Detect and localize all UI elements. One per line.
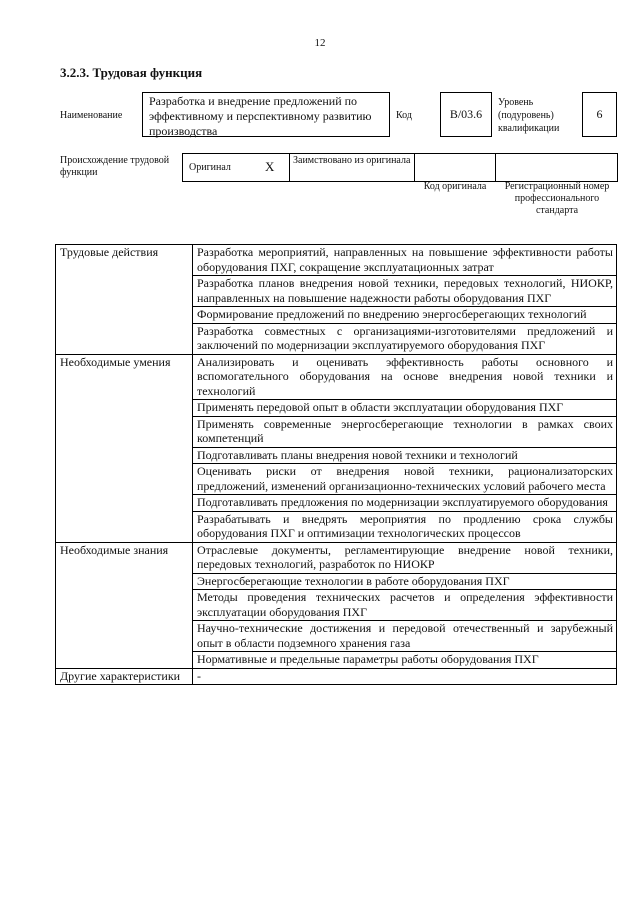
- category-cell: Необходимые умения: [56, 354, 193, 542]
- item-cell: Научно-технические достижения и передовой отечественный и зарубежный опыт в области подземного хранения газа: [193, 621, 617, 652]
- table-row: [56, 354, 617, 400]
- item-cell: Отраслевые документы, регламентирующие внедрение новой техники, передовых технологий, разработок по НИОКР: [193, 542, 617, 573]
- origin-grid: [182, 153, 618, 182]
- original-code-label: Код оригинала: [423, 181, 487, 192]
- item-cell: Разработка совместных с организациями-изготовителями предложений и заключений по модернизации эксплуатируемого оборудования ПХГ: [193, 323, 617, 354]
- category-cell: Другие характеристики: [56, 668, 193, 685]
- page-number: 12: [314, 37, 326, 49]
- function-details-table: [55, 244, 617, 685]
- item-cell: Энергосберегающие технологии в работе оборудования ПХГ: [193, 573, 617, 590]
- section-title: 3.2.3. Трудовая функция: [60, 65, 203, 80]
- borrowed-cell: [289, 154, 415, 181]
- item-cell: Подготавливать планы внедрения новой техники и технологий: [193, 447, 617, 464]
- code-label: Код: [396, 110, 412, 121]
- item-cell: Применять передовой опыт в области эксплуатации оборудования ПХГ: [193, 400, 617, 417]
- item-cell: -: [193, 668, 617, 685]
- function-name: Разработка и внедрение предложений по эффективному и перспективному развитию производства: [142, 92, 390, 137]
- item-cell: Разработка планов внедрения новой техники, передовых технологий, НИОКР, направленных на повышение надежности работы оборудования ПХГ: [193, 276, 617, 307]
- item-cell: Анализировать и оценивать эффективность работы основного и вспомогательного оборудования на основе внедрения новой техники и технологий: [193, 354, 617, 400]
- table-row: [56, 668, 617, 685]
- original-mark: Х: [265, 159, 275, 174]
- item-cell: Применять современные энергосберегающие технологии в рамках своих компетенций: [193, 416, 617, 447]
- table-row: [56, 245, 617, 276]
- reg-number-label: Регистрационный номер профессионального стандарта: [504, 181, 610, 216]
- category-cell: Необходимые знания: [56, 542, 193, 668]
- qualification-level: 6: [582, 92, 617, 137]
- item-cell: Оценивать риски от внедрения новой техники, рационализаторских предложений, изменений организационно-технических условий рабочего места: [193, 464, 617, 495]
- item-cell: Нормативные и предельные параметры работы оборудования ПХГ: [193, 652, 617, 669]
- item-cell: Методы проведения технических расчетов и определения эффективности эксплуатации оборудования ПХГ: [193, 590, 617, 621]
- name-label: Наименование: [60, 110, 123, 121]
- item-cell: Подготавливать предложения по модернизации эксплуатируемого оборудования: [193, 495, 617, 512]
- category-cell: Трудовые действия: [56, 245, 193, 355]
- original-code-cell: [413, 154, 496, 181]
- original-label: Оригинал: [189, 162, 231, 173]
- level-label: Уровень (подуровень) квалификации: [498, 97, 560, 134]
- item-cell: Формирование предложений по внедрению энергосберегающих технологий: [193, 307, 617, 324]
- item-cell: Разрабатывать и внедрять мероприятия по продлению срока службы оборудования ПХГ и оптимизации технологических процессов: [193, 511, 617, 542]
- origin-label: Происхождение трудовой функции: [60, 155, 170, 178]
- function-code: В/03.6: [440, 92, 492, 137]
- table-row: [56, 542, 617, 573]
- borrowed-label: Заимствовано из оригинала: [293, 155, 411, 166]
- item-cell: Разработка мероприятий, направленных на повышение эффективности работы оборудования ПХГ, сокращение эксплуатационных затрат: [193, 245, 617, 276]
